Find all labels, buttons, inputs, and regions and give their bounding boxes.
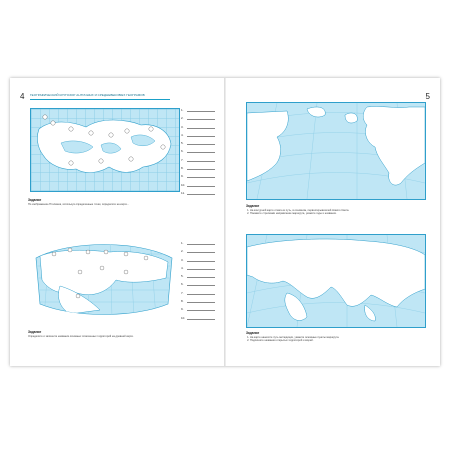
task-item: 2. Покажите стрелками направление маршрута, укажите годы и названия. xyxy=(250,212,426,215)
ancient-world-map xyxy=(30,108,180,192)
right-task-2 xyxy=(246,331,426,343)
task-list xyxy=(246,336,426,343)
left-page-number: 4 xyxy=(20,92,25,101)
answer-line[interactable]: 9. xyxy=(181,307,215,315)
task-item: 1. На контурной карте отметьте путь, в основном, первооткрывателей Нового Света. xyxy=(250,209,426,212)
left-task-1 xyxy=(28,198,208,206)
task-item: 1. На карте нанесите путь экспедиции, укажите основные пункты маршрута. xyxy=(250,336,426,339)
answer-line[interactable]: 9. xyxy=(181,174,215,182)
right-page xyxy=(226,78,440,366)
task-item: 2. Подпишите названия открытых территорий и морей. xyxy=(250,339,426,342)
answer-lines-top xyxy=(181,108,215,199)
task-title: Задание xyxy=(246,204,260,208)
answer-line[interactable]: 10. xyxy=(181,316,215,324)
ptolemy-map-graphic xyxy=(30,238,178,318)
answer-line[interactable]: 4. xyxy=(181,266,215,274)
answer-line[interactable]: 2. xyxy=(181,249,215,257)
eurasia-map-graphic xyxy=(247,235,425,327)
left-page-header xyxy=(30,93,170,100)
answer-line[interactable]: 10. xyxy=(181,183,215,191)
answer-line[interactable]: 6. xyxy=(181,149,215,157)
left-page xyxy=(10,78,224,366)
answer-line[interactable]: 6. xyxy=(181,282,215,290)
task-title: Задание xyxy=(246,331,260,335)
answer-line[interactable]: 4. xyxy=(181,133,215,141)
eurasia-map xyxy=(246,234,426,328)
answer-line[interactable]: 1. xyxy=(181,108,215,116)
right-task-1 xyxy=(246,204,426,216)
answer-line[interactable]: 11. xyxy=(181,191,215,199)
left-page-header-text: ГЕОГРАФИЧЕСКИЙ КРУГОЗОР АНТИЧНЫХ И СРЕДНЕВЕКОВЫХ ГЕОГРАФОВ xyxy=(30,93,145,97)
atlantic-map xyxy=(246,102,426,200)
task-title: Задание xyxy=(28,330,42,334)
answer-line[interactable]: 2. xyxy=(181,116,215,124)
task-text: По изображению Птолемея, используя определенные точки, определите на карте... xyxy=(28,203,130,206)
atlantic-map-graphic xyxy=(247,103,425,199)
ptolemy-map xyxy=(30,238,178,318)
task-text: Определите и запишите названия основных отмеченных территорий на древней карте. xyxy=(28,335,134,338)
task-title: Задание xyxy=(28,198,42,202)
answer-line[interactable]: 3. xyxy=(181,258,215,266)
answer-line[interactable]: 5. xyxy=(181,274,215,282)
answer-line[interactable]: 8. xyxy=(181,166,215,174)
answer-line[interactable]: 7. xyxy=(181,158,215,166)
ancient-world-map-graphic xyxy=(31,109,179,191)
left-task-2 xyxy=(28,330,208,338)
answer-line[interactable]: 7. xyxy=(181,291,215,299)
right-page-number: 5 xyxy=(425,92,430,101)
answer-line[interactable]: 8. xyxy=(181,299,215,307)
answer-line[interactable]: 3. xyxy=(181,125,215,133)
book-spread xyxy=(10,78,440,366)
answer-lines-bottom xyxy=(181,241,215,324)
task-list xyxy=(246,209,426,216)
answer-line[interactable]: 1. xyxy=(181,241,215,249)
answer-line[interactable]: 5. xyxy=(181,141,215,149)
